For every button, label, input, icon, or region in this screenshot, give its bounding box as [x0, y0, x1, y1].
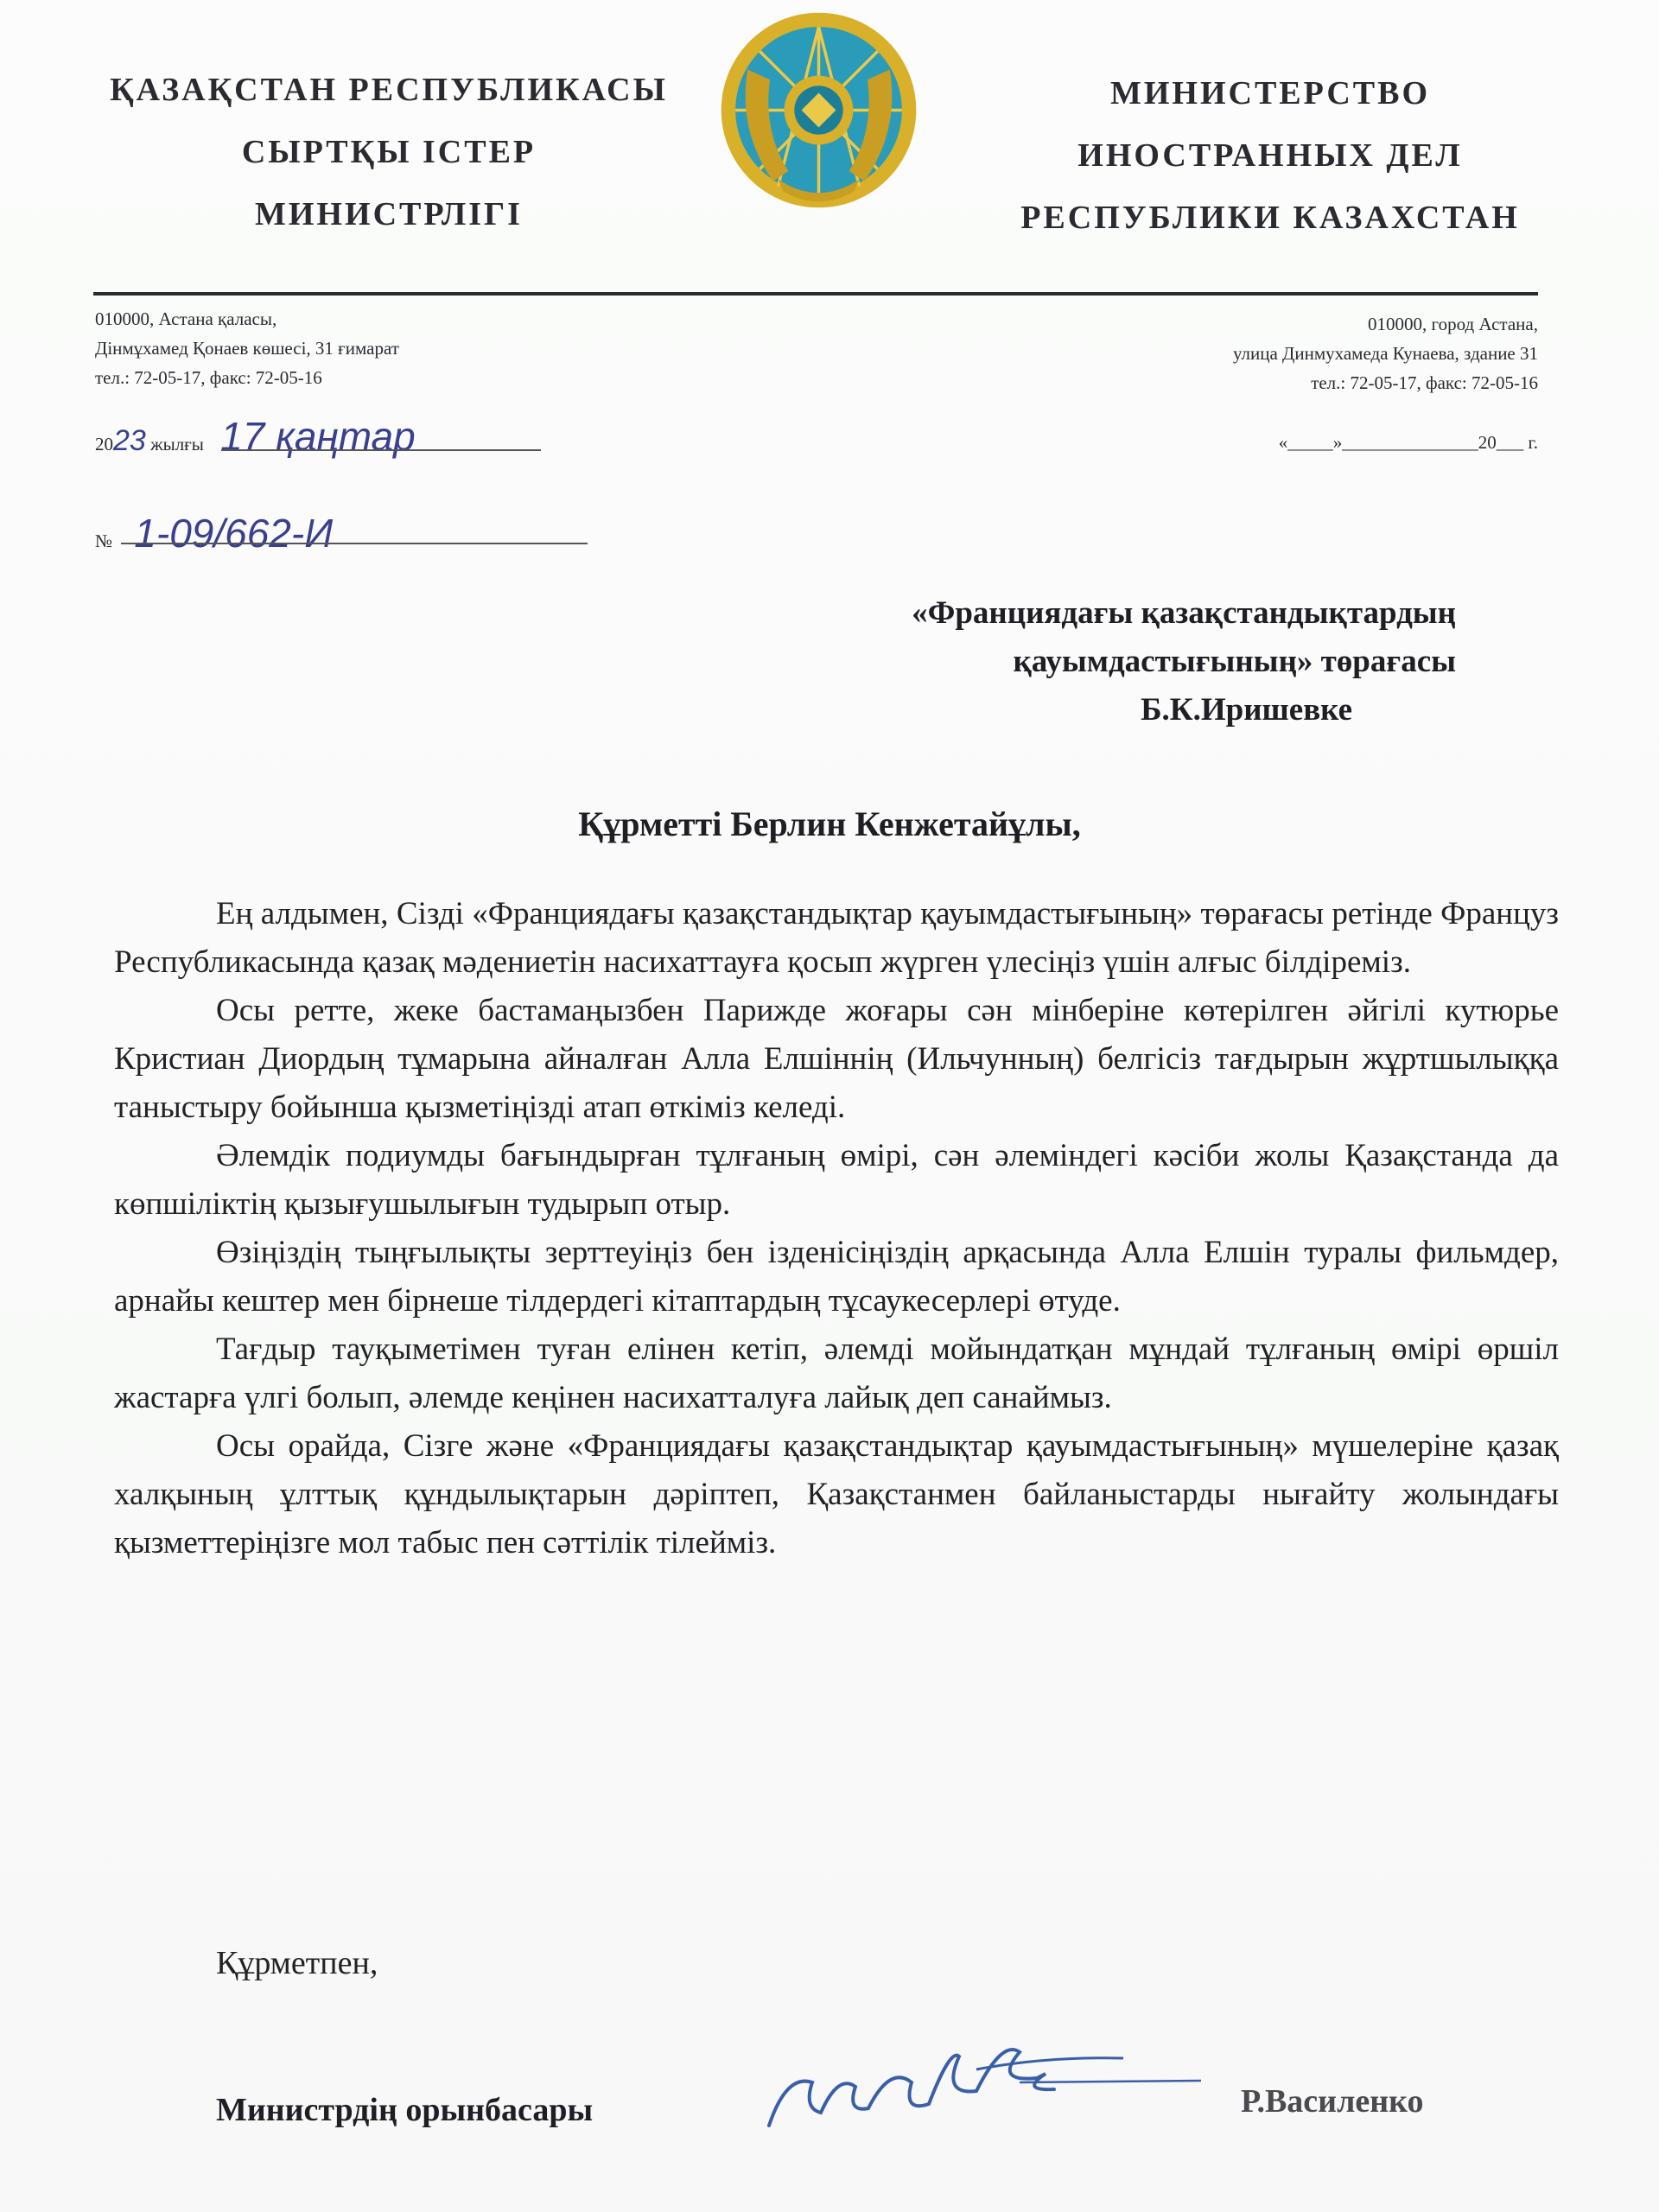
address-kz	[95, 304, 399, 392]
signer-title: Министрдің орынбасары	[216, 2092, 594, 2128]
paragraph: Тағдыр тауқыметімен туған елінен кетіп, әлемді мойындатқан мұндай тұлғаның өмірі өршіл жастарға үлгі болып, әлемде кеңінен насихатталуға лайық деп санаймыз.	[114, 1332, 1559, 1415]
signer-name: Р.Василенко	[1241, 2083, 1424, 2120]
header-right-line: РЕСПУБЛИКИ КАЗАХСТАН	[1020, 200, 1520, 236]
addressee-line: «Франциядағы қазақстандықтардың	[912, 595, 1456, 631]
date-field-kz	[95, 413, 416, 460]
header-left-line: МИНИСТРЛІГІ	[255, 196, 523, 232]
addressee-line: қауымдастығының» төрағасы	[1013, 644, 1456, 679]
header-divider	[93, 292, 1538, 296]
header-left-line: ҚАЗАҚСТАН РЕСПУБЛИКАСЫ	[110, 72, 668, 108]
header-right-line: ИНОСТРАННЫХ ДЕЛ	[1077, 137, 1463, 174]
salutation: Құрметті Берлин Кенжетайұлы,	[578, 804, 1081, 843]
addressee-line: Б.К.Иришевке	[1141, 692, 1352, 728]
address-line: Дінмұхамед Қонаев көшесі, 31 ғимарат	[95, 338, 399, 359]
address-line: тел.: 72-05-17, факс: 72-05-16	[1311, 372, 1538, 393]
header-right-line: МИНИСТЕРСТВО	[1109, 75, 1431, 111]
signature-icon	[760, 2022, 1210, 2134]
paragraph: Осы ретте, жеке бастамаңызбен Парижде жоғары сән мінберіне көтерілген әйгілі кутюрье Кристиан Диордың тұмарына айналған Алла Елшіннің (Ильчунның) белгісіз тағдырын жұртшылыққа таныстыру бойынша қызметіңізді атап өткіміз келеді.	[114, 993, 1559, 1125]
ref-number-handwritten: 1-09/662-И	[134, 511, 334, 556]
ref-label: №	[95, 531, 113, 551]
paragraph: Ең алдымен, Сізді «Франциядағы қазақстандықтар қауымдастығының» төрағасы ретінде Француз Республикасында қазақ мәдениетін насихаттауға қосып жүрген үлесіңіз үшін алғыс білдіреміз.	[114, 896, 1559, 980]
date-suffix: жылғы	[150, 434, 204, 454]
header-right-ru	[994, 62, 1547, 249]
paragraph: Өзіңіздің тыңғылықты зерттеуіңіз бен ізденісіңіздің арқасында Алла Елшін туралы фильмдер, арнайы кештер мен бірнеше тілдердегі кітаптардың тұсаукесерлері өтуде.	[114, 1235, 1559, 1319]
address-line: тел.: 72-05-17, факс: 72-05-16	[95, 367, 322, 388]
header-left-line: СЫРТҚЫ ІСТЕР	[241, 134, 537, 170]
address-line: улица Динмухамеда Кунаева, здание 31	[1232, 343, 1538, 364]
address-line: 010000, Астана қаласы,	[95, 308, 277, 329]
closing: Құрметпен,	[216, 1945, 378, 1981]
addressee-block	[912, 589, 1456, 734]
date-underline	[221, 449, 541, 451]
paragraph: Әлемдік подиумды бағындырған тұлғаның өмірі, сән әлеміндегі кәсіби жолы Қазақстанда да көпшіліктің қызығушылығын тудырып отыр.	[114, 1138, 1559, 1222]
date-prefix: 20	[95, 434, 113, 454]
letter-body	[114, 890, 1559, 1567]
paragraph: Осы орайда, Сізге және «Франциядағы қазақстандықтар қауымдастығының» мүшелеріне қазақ халқының ұлттық құндылықтарын дәріптеп, Қазақстанмен байланыстарды нығайту жолындағы қызметтеріңізге мол табыс пен сәттілік тілейміз.	[114, 1428, 1559, 1560]
ref-underline	[121, 543, 588, 544]
header-left-kz	[95, 59, 683, 245]
address-line: 010000, город Астана,	[1368, 314, 1538, 334]
address-ru	[1233, 309, 1538, 397]
date-field-ru: «_____»_______________20___ г.	[1278, 432, 1538, 453]
date-year-handwritten: 23	[113, 424, 146, 457]
ref-number-field	[95, 510, 333, 556]
state-emblem-icon	[717, 9, 920, 212]
date-handwritten: 17 қаңтар	[220, 414, 416, 459]
